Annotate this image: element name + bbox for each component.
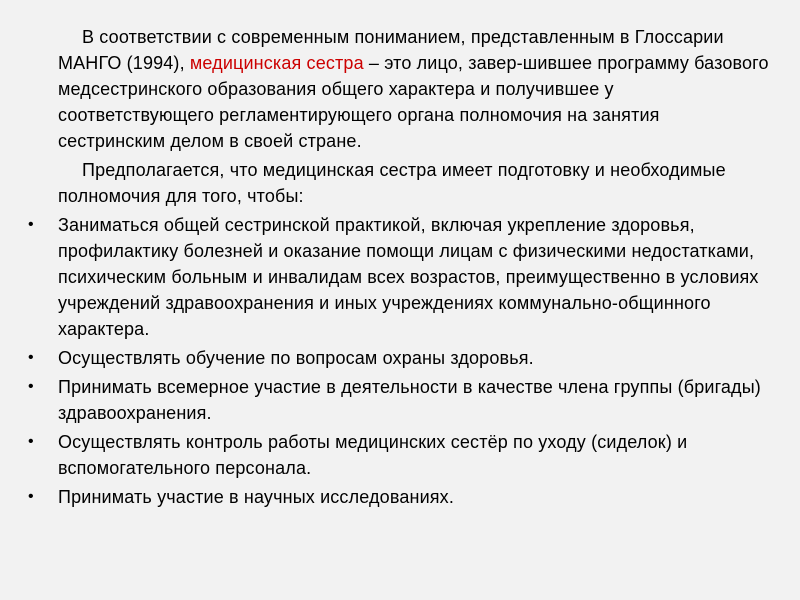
bullet-icon: • <box>28 216 34 233</box>
definition-intro-text: В соответствии с современным пониманием, представленным в Глоссарии МАНГО (1994), <box>58 27 724 73</box>
duties-list <box>24 212 770 510</box>
highlighted-term: медицинская сестра <box>189 53 364 73</box>
definition-paragraph <box>24 24 770 154</box>
list-item <box>24 212 770 342</box>
list-item <box>24 374 770 426</box>
bullet-icon: • <box>28 433 34 450</box>
list-item-text: Осуществлять контроль работы медицинских сестёр по уходу (сиделок) и вспомогательного персонала. <box>58 432 688 478</box>
list-item <box>24 484 770 510</box>
bullet-icon: • <box>28 378 34 395</box>
lead-in-paragraph: Предполагается, что медицинская сестра имеет подготовку и необходимые полномочия для того, чтобы: <box>58 160 726 206</box>
bullet-icon: • <box>28 349 34 366</box>
list-item-text: Принимать всемерное участие в деятельности в качестве члена группы (бригады) здравоохранения. <box>58 377 761 423</box>
bullet-icon: • <box>28 488 34 505</box>
list-item <box>24 429 770 481</box>
definition-rest-text: – это лицо, завер-шившее программу базового медсестринского образования общего характера и получившее у соответствующего регламентирующего органа полномочия на занятия сестринским делом в своей стране. <box>58 53 769 151</box>
list-item-text: Принимать участие в научных исследованиях. <box>58 487 454 507</box>
list-item-text: Заниматься общей сестринской практикой, включая укрепление здоровья, профилактику болезней и оказание помощи лицам с физическими недостатками, психическим больным и инвалидам всех возрастов, преимущественно в условиях учреждений здравоохранения и иных учреждениях коммунально-общинного характера. <box>58 215 759 339</box>
list-item <box>24 345 770 371</box>
list-item-text: Осуществлять обучение по вопросам охраны здоровья. <box>58 348 534 368</box>
